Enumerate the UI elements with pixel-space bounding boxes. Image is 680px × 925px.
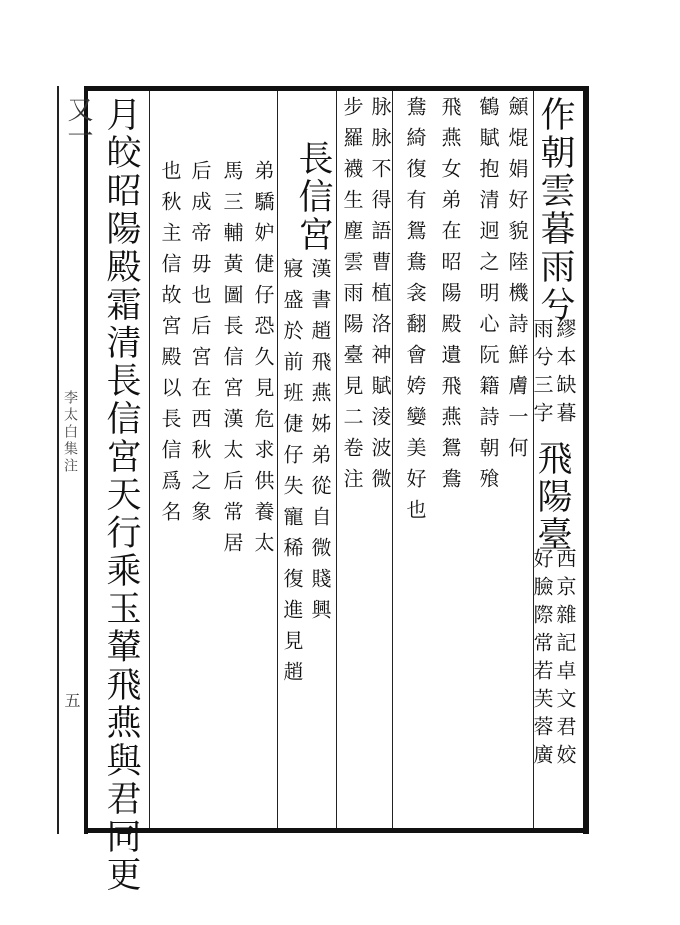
fold-line — [57, 86, 59, 834]
text-column-14: 漢書趙飛燕姊弟從自微賤興 — [308, 258, 332, 630]
column-rule — [149, 91, 150, 828]
margin-middle-label: 李太白集注 — [62, 390, 78, 475]
text-column-2: 繆本缺暮 — [553, 318, 577, 430]
text-column-8: 鶴賦抱清迥之明心阮籍詩朝飱 — [476, 96, 500, 499]
frame-right-border — [583, 86, 589, 834]
text-column-6: 好臉際常若芙蓉廣 — [530, 548, 554, 772]
column-rule — [277, 91, 278, 828]
text-column-15: 寢盛於前班倢仔失寵稀復進見趙 — [280, 258, 304, 692]
text-column-3: 雨兮三字 — [530, 318, 554, 430]
text-column-9: 飛燕女弟在昭陽殿遺飛燕鴛鴦 — [438, 96, 462, 499]
text-column-16: 弟驕妒倢仔恐久見危求供養太 — [251, 160, 275, 563]
text-column-11: 脉脉不得語曹植洛神賦淩波微 — [368, 96, 392, 499]
margin-top-glyphs: 又一 — [63, 96, 93, 148]
poem-main-line: 月皎昭陽殿霜清長信宮天行乘玉輦飛燕與君同更 — [101, 96, 141, 894]
text-column-5: 西京雜記卓文君姣 — [553, 548, 577, 772]
margin-bottom-glyph: 五 — [62, 692, 81, 708]
column-rule — [392, 91, 393, 828]
text-column-12: 步羅襪生塵雲雨陽臺見二卷注 — [340, 96, 364, 499]
text-column-1: 作朝雲暮雨兮 — [535, 96, 575, 324]
text-column-18: 后成帝毋也后宮在西秋之象 — [188, 160, 212, 532]
text-column-4: 飛陽臺 — [532, 440, 572, 554]
text-column-19: 也秋主信故宮殿以長信爲名 — [158, 160, 182, 532]
section-heading: 長信宮 — [293, 140, 333, 254]
column-rule — [336, 91, 337, 828]
frame-left-border — [84, 86, 88, 834]
text-column-17: 馬三輔黃圖長信宮漢太后常居 — [220, 160, 244, 563]
text-column-10: 鴦綺復有鴛鴦衾翻會姱孌美好也 — [403, 96, 427, 530]
text-column-7: 顩焜娟好貌陸機詩鮮膚一何 — [505, 96, 529, 468]
frame-bottom-border — [84, 828, 589, 833]
